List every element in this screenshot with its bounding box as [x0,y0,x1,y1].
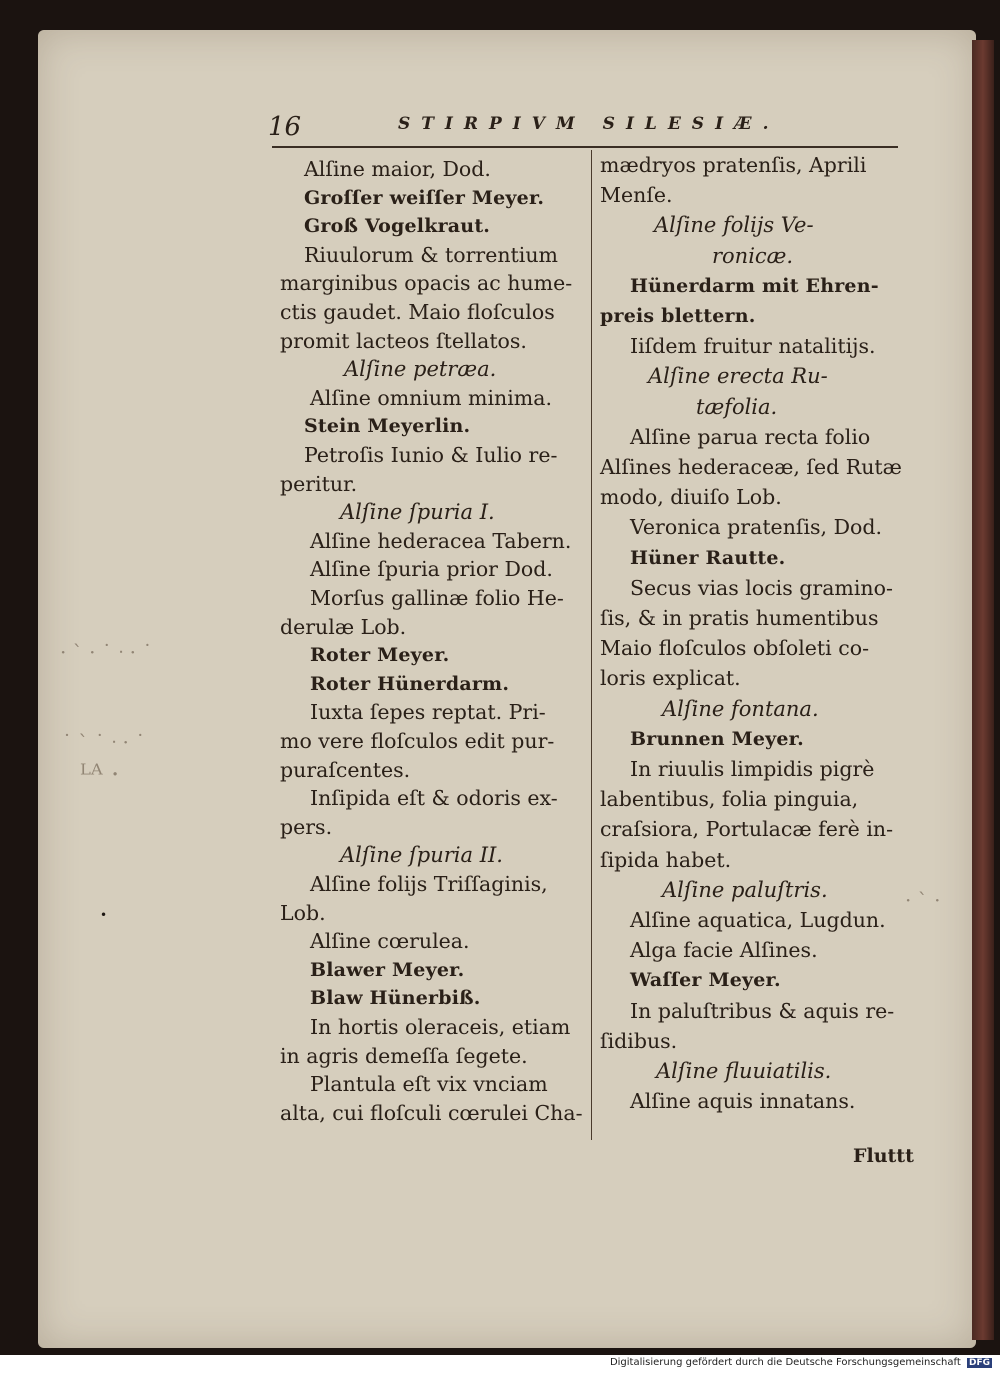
text-line: In riuulis limpidis pigrè [630,757,875,781]
text-line: promit lacteos ſtellatos. [280,328,527,353]
ink-bleed-mark: ˙ ˋ ˙ ᐧ · ˙ [62,730,146,754]
text-line: alta, cui floſculi cœrulei Cha- [280,1100,583,1125]
footer-text: Digitalisierung gefördert durch die Deutsche Forschungsgemeinschaft [609,1357,961,1368]
entry-heading: Alſine ſpuria I. [340,500,495,525]
text-line: Hüner Rautte. [630,546,786,569]
dfg-logo: DFG [968,1358,990,1368]
text-line: Hünerdarm mit Ehren- [630,274,879,297]
text-line: ctis gaudet. Maio floſculos [280,300,555,324]
entry-heading: tæfolia. [696,394,778,419]
entry-heading: Alſine folijs Ve- [654,213,814,238]
entry-heading: Alſine petræa. [344,357,497,382]
text-line: Iuxta ſepes reptat. Pri- [310,700,546,725]
text-line: Alſines hederaceæ, ſed Rutæ [600,455,902,479]
text-line: Blawer Meyer. [310,958,465,981]
text-line: loris explicat. [600,666,741,691]
text-line: Riuulorum & torrentium [304,242,558,267]
text-line: Maio floſculos obſoleti co- [600,636,869,661]
entry-heading: Alſine fluuiatilis. [656,1059,832,1083]
text-line: Alſine hederacea Tabern. [310,528,572,553]
column-divider [591,150,592,1140]
text-line: In paluſtribus & aquis re- [630,998,895,1023]
text-line: Lob. [280,900,326,925]
text-line: modo, diuiſo Lob. [600,485,782,510]
ink-bleed-mark: ᴸᴬ · [80,760,120,790]
page-number: 16 [268,112,302,142]
text-line: labentibus, folia pinguia, [600,787,859,812]
entry-heading: Alſine erecta Ru- [648,364,828,389]
ink-bleed-mark: · ˋ · ˙ ᐧ · ˙ [60,640,153,664]
text-line: peritur. [280,471,358,496]
funding-footer [610,1357,992,1368]
text-line: Groß Vogelkraut. [304,215,491,238]
text-line: Waſſer Meyer. [630,969,781,992]
text-line: in agris demeſſa ſegete. [280,1043,528,1068]
text-line: marginibus opacis ac hume- [280,271,573,296]
text-line: Groſſer weiſſer Meyer. [304,186,545,209]
header-rule [272,146,898,148]
ink-bleed-mark: · ˋ · [905,888,941,912]
text-line: Roter Meyer. [310,644,450,667]
text-line: pers. [280,814,333,839]
text-line: derulæ Lob. [280,614,407,639]
text-line: Blaw Hünerbiß. [310,987,481,1010]
text-line: Alſine maior, Dod. [304,157,491,181]
text-line: Alſine ſpuria prior Dod. [310,557,553,582]
text-line: Alſine omnium minima. [310,385,552,410]
text-line: Alſine parua recta folio [630,424,871,449]
text-line: preis blettern. [600,305,756,327]
text-line: Petroſis Iunio & Iulio re- [304,443,558,467]
text-line: Secus vias locis gramino- [630,575,893,600]
text-line: mædryos pratenſis, Aprili [600,153,867,177]
text-line: ſidibus. [600,1028,678,1053]
text-line: mo vere floſculos edit pur- [280,729,555,753]
entry-heading: ronicæ. [712,243,794,268]
text-line: Alſine folijs Triſſaginis, [310,872,548,896]
ink-dot: • [100,908,108,922]
text-line: Alſine aquatica, Lugdun. [630,908,886,932]
text-line: Iiſdem fruitur natalitijs. [630,334,876,359]
text-line: Menſe. [600,183,673,208]
text-line: Plantula eſt vix vnciam [310,1072,548,1097]
text-line: Brunnen Meyer. [630,727,804,750]
text-line: Alſine cœrulea. [310,929,470,954]
text-line: Inſipida eſt & odoris ex- [310,786,558,811]
text-line: Morſus gallinæ folio He- [310,586,564,610]
text-line: ſipida habet. [600,847,732,872]
text-line: Alſine aquis innatans. [630,1089,856,1114]
text-line: craſsiora, Portulacæ ferè in- [600,817,894,842]
catchword: Fluttt [853,1145,914,1167]
text-line: Veronica pratenſis, Dod. [630,515,883,540]
text-line: In hortis oleraceis, etiam [310,1015,571,1039]
entry-heading: Alſine ſpuria II. [340,843,503,868]
text-line: Stein Meyerlin. [304,415,471,438]
text-line: Roter Hünerdarm. [310,672,510,695]
running-title: STIRPIVM SILESIÆ. [398,114,780,134]
book-binding-edge [972,40,994,1340]
text-line: Alga facie Alſines. [630,938,818,963]
text-line: puraſcentes. [280,757,411,782]
entry-heading: Alſine fontana. [662,696,819,721]
text-line: ſis, & in pratis humentibus [600,606,879,630]
entry-heading: Alſine paluſtris. [662,877,828,902]
